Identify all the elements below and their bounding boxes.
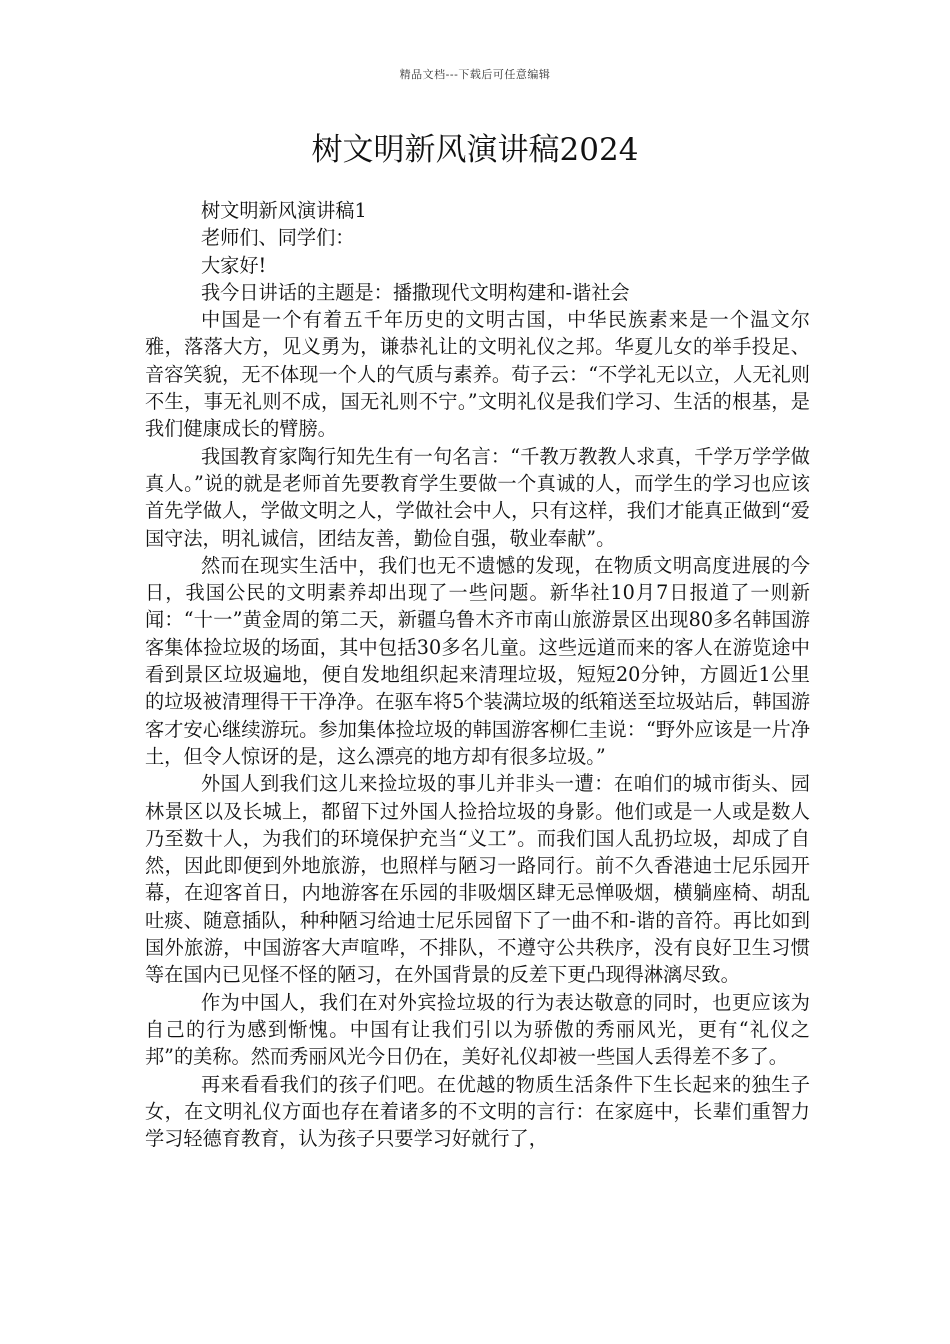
greeting: 大家好!: [201, 253, 267, 277]
document-title: 树文明新风演讲稿2024: [311, 132, 639, 168]
salutation: 老师们、同学们：: [201, 226, 355, 250]
speech-subtitle: 树文明新风演讲稿1: [201, 199, 367, 222]
paragraph: 然而在现实生活中，我们也无不遗憾的发现，在物质文明高度进展的今日，我国公民的文明素养却出现了一些问题。新华社10月7日报道了一则新闻：“十一”黄金周的第二天，新疆乌鲁木齐市南山旅游景区出现80多名韩国游客集体捡垃圾的场面，其中包括30多名儿童。这些远道而来的客人在游览途中看到景区垃圾遍地，便自发地组织起来清理垃圾，短短20分钟，方圆近1公里的垃圾被清理得干干净净。在驱车将5个装满垃圾的纸箱送至垃圾站后，韩国游客才安心继续游玩。参加集体捡垃圾的韩国游客柳仁圭说：“野外应该是一片净土，但令人惊讶的是，这么漂亮的地方却有很多垃圾。”: [145, 553, 810, 768]
paragraph: 外国人到我们这儿来捡垃圾的事儿并非头一遭：在咱们的城市街头、园林景区以及长城上，都留下过外国人捡拾垃圾的身影。他们或是一人或是数人乃至数十人，为我们的环境保护充当“义工”。而我们国人乱扔垃圾，却成了自然，因此即便到外地旅游，也照样与陋习一路同行。前不久香港迪士尼乐园开幕，在迎客首日，内地游客在乐园的非吸烟区肆无忌惮吸烟，横躺座椅、胡乱吐痰、随意插队，种种陋习给迪士尼乐园留下了一曲不和-谐的音符。再比如到国外旅游，中国游客大声喧哗，不排队，不遵守公共秩序，没有良好卫生习惯等在国内已见怪不怪的陋习，在外国背景的反差下更凸现得淋漓尽致。: [145, 772, 810, 987]
speech-topic: 我今日讲话的主题是：播撒现代文明构建和-谐社会: [201, 280, 630, 304]
header-note: 精品文档---下载后可任意编辑: [399, 68, 551, 81]
paragraph: 作为中国人，我们在对外宾捡垃圾的行为表达敬意的同时，也更应该为自己的行为感到惭愧。中国有让我们引以为骄傲的秀丽风光，更有“礼仪之邦”的美称。然而秀丽风光今日仍在，美好礼仪却被一些国人丢得差不多了。: [145, 990, 810, 1069]
paragraph: 中国是一个有着五千年历史的文明古国，中华民族素来是一个温文尔雅，落落大方，见义勇为，谦恭礼让的文明礼仪之邦。华夏儿女的举手投足、音容笑貌，无不体现一个人的气质与素养。荀子云：“不学礼无以立，人无礼则不生，事无礼则不成，国无礼则不宁。”文明礼仪是我们学习、生活的根基，是我们健康成长的臂膀。: [145, 308, 810, 441]
paragraph: 我国教育家陶行知先生有一句名言：“千教万教教人求真，千学万学学做真人。”说的就是老师首先要教育学生要做一个真诚的人，而学生的学习也应该首先学做人，学做文明之人，学做社会中人，只有这样，我们才能真正做到“爱国守法，明礼诚信，团结友善，勤俭自强，敬业奉献”。: [145, 444, 810, 550]
paragraph: 再来看看我们的孩子们吧。在优越的物质生活条件下生长起来的独生子女，在文明礼仪方面也存在着诸多的不文明的言行：在家庭中，长辈们重智力学习轻德育教育，认为孩子只要学习好就行了，: [145, 1072, 810, 1151]
document-body: [145, 197, 810, 1152]
